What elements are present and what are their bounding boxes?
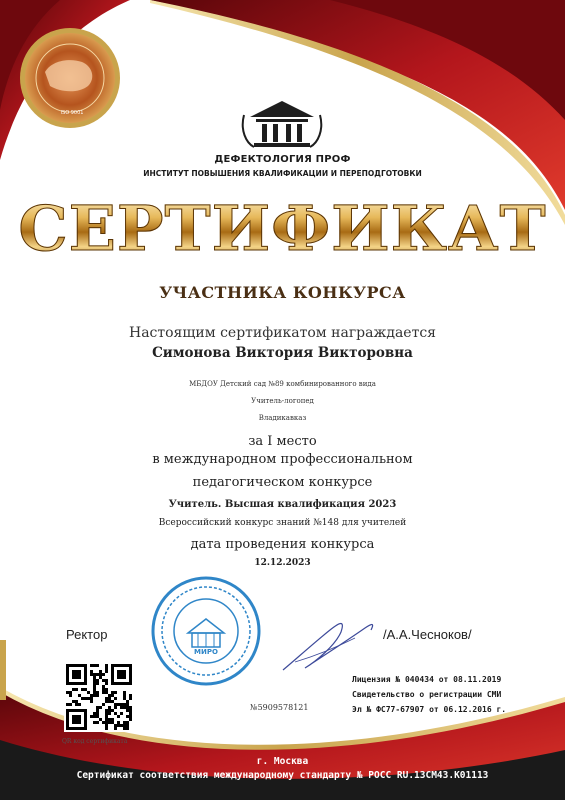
rector-name: /А.А.Чесноков/ [383,627,472,642]
position: Учитель-логопед [251,397,314,405]
medal-seal: ISO 9001 [60,110,84,116]
recipient-name: Симонова Виктория Викторовна [152,345,413,361]
footer-standard: Сертификат соответствия международному стандарту № РОСС RU.13СМ43.К01113 [76,770,489,781]
contest-line1: в международном профессиональном [152,452,413,467]
certificate-subtitle: УЧАСТНИКА КОНКУРСА [159,283,406,302]
institute-name: ДЕФЕКТОЛОГИЯ ПРОФ [214,154,351,165]
place: за I место [248,434,317,449]
awarded-text: Настоящим сертификатом награждается [128,325,437,341]
building-columns-icon [240,95,325,150]
organization: МБДОУ Детский сад №89 комбинированного вида [189,380,376,388]
stamp-seal [150,575,262,687]
contest-name: Учитель. Высшая квалификация 2023 [168,499,397,510]
license-line2: Свидетельство о регистрации СМИ [352,690,502,699]
date-label: дата проведения конкурса [190,537,375,552]
license-line1: Лицензия № 040434 от 08.11.2019 [352,675,502,684]
handwritten-signature [275,612,385,677]
certificate-title: СЕРТИФИКАТ [0,192,565,265]
rector-label: Ректор [66,627,108,642]
city-small: Владикавказ [258,414,307,422]
qr-caption: QR код сертификата [62,738,128,745]
license-line3: Эл № ФС77-67907 от 06.12.2016 г. [352,705,507,714]
contest-line2: педагогическом конкурсе [192,475,373,490]
certificate-number: №5909578121 [250,703,309,712]
footer-city: г. Москва [256,756,309,767]
qr-code [64,662,134,732]
institute-subtitle: ИНСТИТУТ ПОВЫШЕНИЯ КВАЛИФИКАЦИИ И ПЕРЕПОДГОТОВКИ [143,169,422,178]
stamp-label: МИРО [194,648,218,656]
contest-series: Всероссийский конкурс знаний №148 для учителей [158,518,407,528]
date-value: 12.12.2023 [254,558,311,568]
